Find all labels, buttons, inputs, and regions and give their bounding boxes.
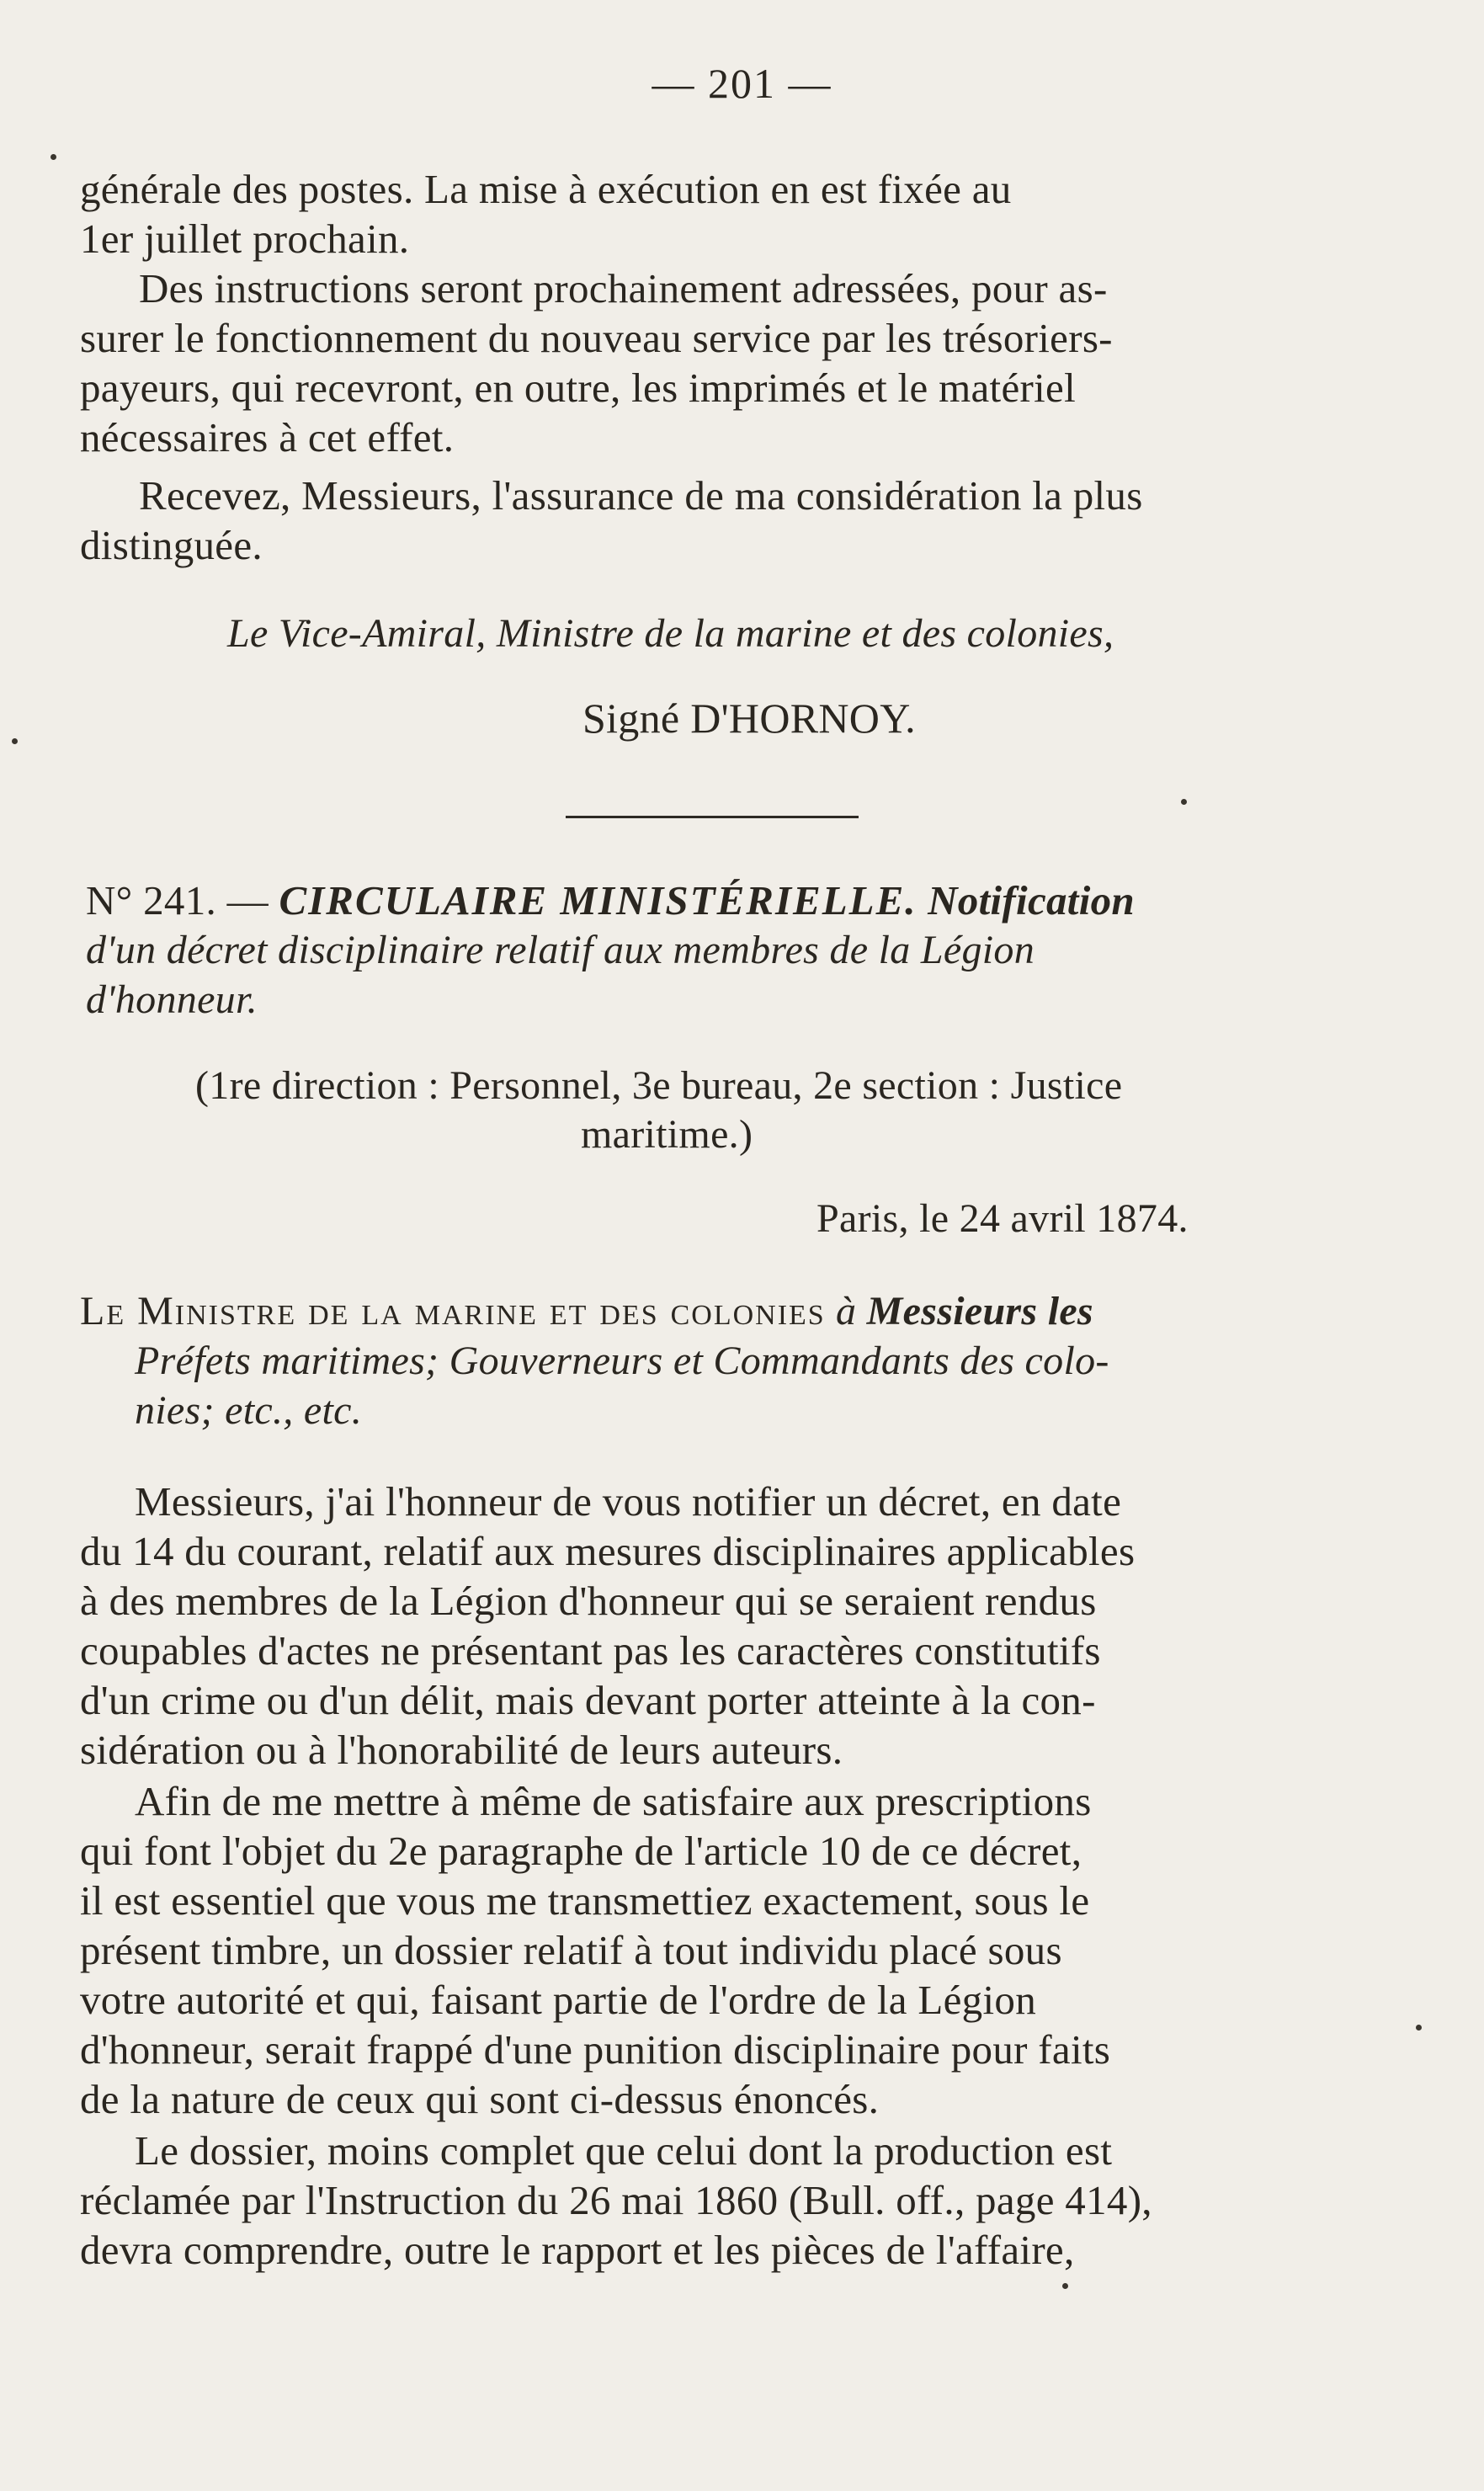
- text-line: du 14 du courant, relatif aux mesures disciplinaires applicables: [80, 1528, 1136, 1574]
- text-line: d'honneur, serait frappé d'une punition disciplinaire pour faits: [80, 2026, 1111, 2073]
- address-line: [80, 1288, 1093, 1334]
- section-divider: [566, 816, 859, 818]
- scan-speck: [1416, 2025, 1422, 2031]
- text-line: d'un crime ou d'un délit, mais devant porter atteinte à la con-: [80, 1677, 1096, 1723]
- text-line: présent timbre, un dossier relatif à tout individu placé sous: [80, 1927, 1062, 1973]
- address-sender: Le Ministre de la marine et des colonies: [80, 1289, 826, 1333]
- text-line: Messieurs, j'ai l'honneur de vous notifier un décret, en date: [135, 1478, 1122, 1525]
- scan-speck: [12, 738, 18, 744]
- signature-name: Signé D'HORNOY.: [582, 695, 916, 742]
- direction-line: maritime.): [581, 1112, 753, 1157]
- text-line: 1er juillet prochain.: [80, 216, 410, 262]
- text-line: qui font l'objet du 2e paragraphe de l'article 10 de ce décret,: [80, 1828, 1082, 1874]
- text-line: payeurs, qui recevront, en outre, les imprimés et le matériel: [80, 365, 1076, 411]
- address-line: nies; etc., etc.: [135, 1388, 362, 1433]
- dateline: Paris, le 24 avril 1874.: [816, 1196, 1189, 1241]
- scan-speck: [51, 154, 56, 160]
- text-line: votre autorité et qui, faisant partie de l'ordre de la Légion: [80, 1977, 1036, 2023]
- text-line: surer le fonctionnement du nouveau service par les trésoriers-: [80, 315, 1113, 361]
- circular-heading: [86, 876, 1135, 924]
- circular-subject: Notification: [928, 877, 1135, 923]
- address-line: Préfets maritimes; Gouverneurs et Commandants des colo-: [135, 1339, 1109, 1383]
- direction-line: (1re direction : Personnel, 3e bureau, 2e section : Justice: [195, 1063, 1123, 1108]
- text-line: de la nature de ceux qui sont ci-dessus énoncés.: [80, 2076, 880, 2122]
- text-line: distinguée.: [80, 522, 263, 568]
- scan-speck: [1062, 2283, 1068, 2289]
- text-line: réclamée par l'Instruction du 26 mai 1860 (Bull. off., page 414),: [80, 2177, 1152, 2223]
- text-line: nécessaires à cet effet.: [80, 414, 455, 460]
- text-line: générale des postes. La mise à exécution en est fixée au: [80, 166, 1012, 212]
- circular-subject-line: d'honneur.: [86, 977, 258, 1022]
- circular-title: CIRCULAIRE MINISTÉRIELLE.: [279, 877, 918, 923]
- text-line: devra comprendre, outre le rapport et les pièces de l'affaire,: [80, 2227, 1075, 2273]
- text-line: Recevez, Messieurs, l'assurance de ma considération la plus: [139, 472, 1143, 519]
- text-line: Des instructions seront prochainement adressées, pour as-: [139, 265, 1108, 311]
- signature-title: Le Vice-Amiral, Ministre de la marine et des colonies,: [227, 611, 1114, 656]
- text-line: il est essentiel que vous me transmettiez exactement, sous le: [80, 1877, 1090, 1924]
- page-number: — 201 —: [652, 60, 832, 107]
- text-line: sidération ou à l'honorabilité de leurs auteurs.: [80, 1727, 843, 1773]
- circular-number: N° 241.: [86, 877, 217, 923]
- text-line: coupables d'actes ne présentant pas les caractères constitutifs: [80, 1627, 1101, 1674]
- text-line: à des membres de la Légion d'honneur qui se seraient rendus: [80, 1578, 1097, 1624]
- text-line: Le dossier, moins complet que celui dont la production est: [135, 2127, 1113, 2174]
- address-recipient: Messieurs les: [866, 1289, 1093, 1333]
- scan-speck: [1181, 799, 1187, 805]
- address-to: à: [836, 1289, 857, 1333]
- circular-subject-line: d'un décret disciplinaire relatif aux membres de la Légion: [86, 928, 1035, 972]
- circular-dash: —: [226, 877, 269, 923]
- text-line: Afin de me mettre à même de satisfaire aux prescriptions: [135, 1778, 1092, 1824]
